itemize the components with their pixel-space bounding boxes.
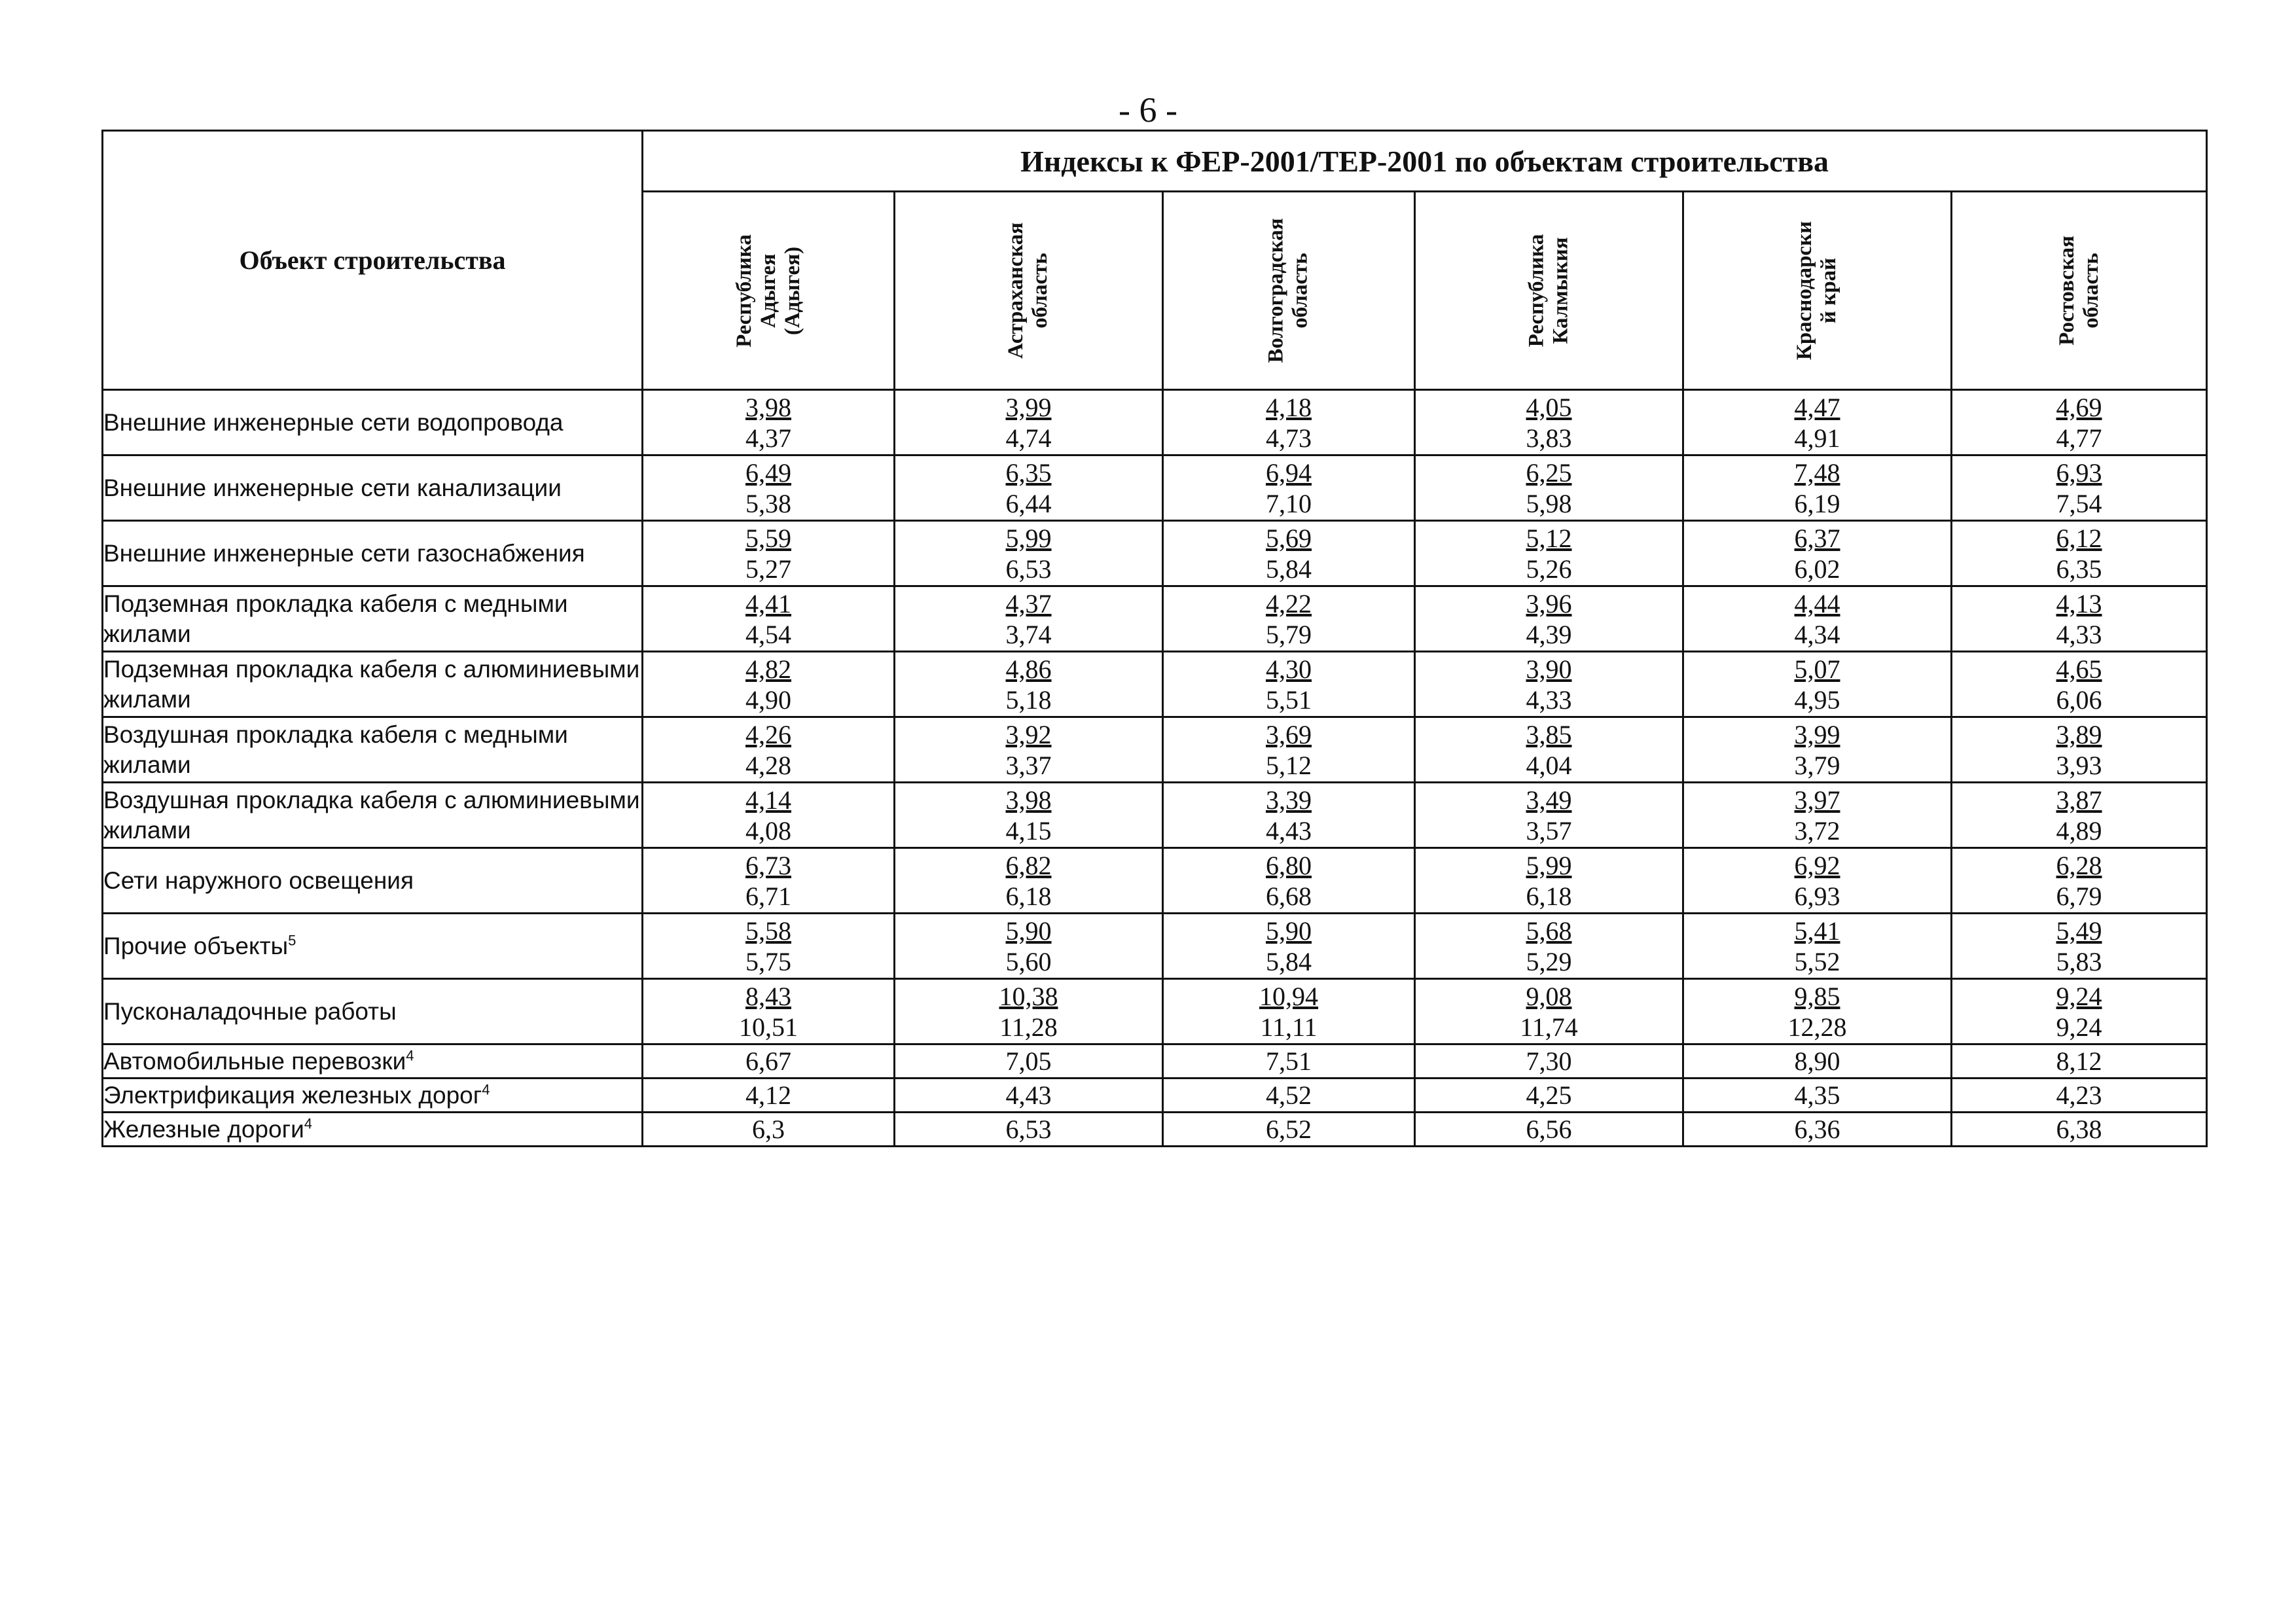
index-value-top: 3,90 — [1526, 654, 1572, 684]
object-name: Внешние инженерные сети водопровода — [103, 408, 564, 436]
index-value-top: 6,35 — [1005, 457, 1052, 488]
index-value-top: 4,69 — [2056, 392, 2102, 422]
index-value-cell — [1952, 979, 2207, 1044]
index-value-bottom: 11,11 — [1260, 1012, 1318, 1042]
object-name-cell — [103, 848, 643, 914]
index-value-bottom: 5,27 — [745, 554, 791, 584]
index-value-bottom: 10,51 — [739, 1012, 798, 1042]
index-value-bottom: 7,10 — [1266, 488, 1312, 518]
index-value-bottom: 5,98 — [1526, 488, 1572, 518]
index-value-top: 3,39 — [1266, 785, 1312, 815]
index-value-bottom: 4,95 — [1794, 685, 1840, 715]
index-value-top: 6,94 — [1266, 457, 1312, 488]
object-name: Подземная прокладка кабеля с медными жилами — [103, 590, 568, 647]
index-value-cell: 4,35 — [1683, 1079, 1952, 1113]
index-value-top: 4,65 — [2056, 654, 2102, 684]
index-value-bottom: 7,54 — [2056, 488, 2102, 518]
index-value-bottom: 4,08 — [745, 815, 791, 846]
index-value-bottom: 3,93 — [2056, 750, 2102, 780]
index-value-cell — [1415, 979, 1683, 1044]
index-value-cell — [1952, 586, 2207, 652]
index-value-top: 6,73 — [745, 850, 791, 880]
table-row — [103, 521, 2207, 586]
index-value-cell: 7,05 — [895, 1044, 1163, 1079]
object-name: Подземная прокладка кабеля с алюминиевыми жилами — [103, 655, 640, 713]
index-value-bottom: 6,71 — [745, 881, 791, 911]
footnote-mark: 4 — [406, 1047, 414, 1064]
index-value-bottom: 3,37 — [1005, 750, 1052, 780]
index-value-cell — [1163, 783, 1415, 848]
index-value-cell — [1163, 717, 1415, 783]
object-name: Воздушная прокладка кабеля с медными жилами — [103, 721, 568, 778]
index-value-bottom: 5,38 — [745, 488, 791, 518]
table-row — [103, 848, 2207, 914]
object-name-cell — [103, 1113, 643, 1147]
index-value-top: 4,26 — [745, 719, 791, 749]
table-row — [103, 586, 2207, 652]
region-header-label: Республика Адыгея (Адыгея) — [732, 234, 804, 348]
index-value-bottom: 4,39 — [1526, 619, 1572, 649]
object-name: Воздушная прокладка кабеля с алюминиевыми жилами — [103, 786, 640, 844]
index-value-top: 3,96 — [1526, 588, 1572, 618]
table-row — [103, 783, 2207, 848]
index-value-bottom: 4,73 — [1266, 423, 1312, 453]
index-value-top: 4,86 — [1005, 654, 1052, 684]
index-value-bottom: 5,51 — [1266, 685, 1312, 715]
region-header-label: Ростовская область — [2054, 236, 2103, 346]
index-value-top: 6,25 — [1526, 457, 1572, 488]
index-value-top: 3,85 — [1526, 719, 1572, 749]
index-value-bottom: 6,53 — [1005, 554, 1052, 584]
index-value-bottom: 6,02 — [1794, 554, 1840, 584]
index-value-cell — [1952, 390, 2207, 455]
index-value-bottom: 4,37 — [745, 423, 791, 453]
index-value-cell — [1163, 848, 1415, 914]
index-value-top: 6,12 — [2056, 523, 2102, 553]
index-value-bottom: 4,33 — [1526, 685, 1572, 715]
index-value-top: 4,05 — [1526, 392, 1572, 422]
index-value-bottom: 6,06 — [2056, 685, 2102, 715]
table-row — [103, 914, 2207, 979]
object-name: Внешние инженерные сети газоснабжения — [103, 539, 585, 567]
index-value-cell — [1415, 914, 1683, 979]
index-value-cell — [895, 521, 1163, 586]
table-row — [103, 1079, 2207, 1113]
table-row — [103, 1113, 2207, 1147]
index-value-top: 6,92 — [1794, 850, 1840, 880]
index-value-top: 4,44 — [1794, 588, 1840, 618]
object-name-cell — [103, 1044, 643, 1079]
index-value-cell — [1415, 455, 1683, 521]
index-value-top: 5,49 — [2056, 916, 2102, 946]
index-value-bottom: 5,75 — [745, 946, 791, 976]
object-name: Прочие объекты — [103, 932, 289, 959]
index-value-cell — [895, 914, 1163, 979]
index-value-cell — [1683, 848, 1952, 914]
index-value-bottom: 4,90 — [745, 685, 791, 715]
index-value-bottom: 6,44 — [1005, 488, 1052, 518]
index-value-cell — [1163, 914, 1415, 979]
index-value-cell — [1952, 652, 2207, 717]
index-value-bottom: 11,28 — [999, 1012, 1058, 1042]
index-value-bottom: 5,52 — [1794, 946, 1840, 976]
table-row — [103, 390, 2207, 455]
index-value-cell: 6,56 — [1415, 1113, 1683, 1147]
index-value-cell — [1683, 455, 1952, 521]
index-value-bottom: 5,26 — [1526, 554, 1572, 584]
object-name: Сети наружного освещения — [103, 866, 414, 894]
index-value-bottom: 4,89 — [2056, 815, 2102, 846]
construction-index-table — [101, 130, 2208, 1147]
index-value-cell — [1952, 848, 2207, 914]
index-value-cell: 7,30 — [1415, 1044, 1683, 1079]
index-value-cell: 6,38 — [1952, 1113, 2207, 1147]
object-name-cell — [103, 1079, 643, 1113]
index-value-cell — [895, 455, 1163, 521]
region-header — [1683, 192, 1952, 390]
index-value-cell — [643, 979, 895, 1044]
object-name: Железные дороги — [103, 1116, 304, 1143]
table-row — [103, 1044, 2207, 1079]
index-value-top: 3,98 — [745, 392, 791, 422]
index-value-top: 8,43 — [745, 981, 791, 1011]
index-value-cell — [895, 783, 1163, 848]
index-value-bottom: 6,68 — [1266, 881, 1312, 911]
index-value-top: 3,87 — [2056, 785, 2102, 815]
index-value-bottom: 3,83 — [1526, 423, 1572, 453]
index-value-top: 5,58 — [745, 916, 791, 946]
index-value-cell — [1683, 914, 1952, 979]
index-value-top: 9,08 — [1526, 981, 1572, 1011]
object-name-cell — [103, 652, 643, 717]
index-value-top: 9,24 — [2056, 981, 2102, 1011]
index-value-cell: 4,52 — [1163, 1079, 1415, 1113]
index-value-cell — [643, 848, 895, 914]
index-value-bottom: 5,83 — [2056, 946, 2102, 976]
index-value-top: 5,12 — [1526, 523, 1572, 553]
index-value-bottom: 6,18 — [1526, 881, 1572, 911]
region-header — [1952, 192, 2207, 390]
index-value-top: 6,28 — [2056, 850, 2102, 880]
index-value-top: 3,99 — [1005, 392, 1052, 422]
region-header — [895, 192, 1163, 390]
index-value-top: 6,82 — [1005, 850, 1052, 880]
index-value-cell — [643, 783, 895, 848]
index-value-cell: 6,3 — [643, 1113, 895, 1147]
index-value-cell — [643, 652, 895, 717]
index-value-cell — [643, 521, 895, 586]
index-value-cell — [1683, 521, 1952, 586]
index-value-top: 4,13 — [2056, 588, 2102, 618]
index-value-top: 3,92 — [1005, 719, 1052, 749]
footnote-mark: 4 — [304, 1115, 312, 1132]
footnote-mark: 5 — [288, 932, 296, 949]
index-value-cell — [1683, 652, 1952, 717]
index-value-cell — [1415, 652, 1683, 717]
index-value-bottom: 9,24 — [2056, 1012, 2102, 1042]
index-value-cell — [895, 848, 1163, 914]
index-value-cell — [895, 390, 1163, 455]
index-value-top: 3,69 — [1266, 719, 1312, 749]
index-value-cell — [643, 586, 895, 652]
index-value-cell — [1683, 979, 1952, 1044]
footnote-mark: 4 — [482, 1081, 490, 1098]
index-value-bottom: 6,79 — [2056, 881, 2102, 911]
region-header — [1163, 192, 1415, 390]
index-value-top: 10,38 — [999, 981, 1058, 1011]
index-value-top: 4,18 — [1266, 392, 1312, 422]
index-value-bottom: 3,79 — [1794, 750, 1840, 780]
object-column-header: Объект строительства — [103, 131, 643, 390]
object-name-cell — [103, 455, 643, 521]
index-value-top: 3,49 — [1526, 785, 1572, 815]
index-value-top: 5,69 — [1266, 523, 1312, 553]
index-value-bottom: 4,34 — [1794, 619, 1840, 649]
index-value-cell — [643, 390, 895, 455]
table-row — [103, 455, 2207, 521]
index-value-top: 3,98 — [1005, 785, 1052, 815]
index-group-header: Индексы к ФЕР-2001/ТЕР-2001 по объектам строительства — [643, 131, 2207, 192]
index-value-cell — [1952, 717, 2207, 783]
index-value-cell — [1163, 586, 1415, 652]
index-value-cell: 8,90 — [1683, 1044, 1952, 1079]
index-value-cell — [1952, 783, 2207, 848]
object-name-cell — [103, 717, 643, 783]
object-name-cell — [103, 979, 643, 1044]
index-value-cell — [1952, 521, 2207, 586]
index-value-top: 9,85 — [1794, 981, 1840, 1011]
index-value-bottom: 3,57 — [1526, 815, 1572, 846]
index-value-bottom: 4,54 — [745, 619, 791, 649]
index-value-top: 10,94 — [1259, 981, 1318, 1011]
index-value-cell: 7,51 — [1163, 1044, 1415, 1079]
index-value-top: 6,49 — [745, 457, 791, 488]
index-value-bottom: 4,77 — [2056, 423, 2102, 453]
index-value-top: 3,97 — [1794, 785, 1840, 815]
page-number: - 6 - — [1119, 90, 1177, 130]
index-value-cell — [895, 652, 1163, 717]
region-header-label: Волгоградская область — [1265, 218, 1312, 363]
table-body — [103, 390, 2207, 1147]
index-value-cell — [1683, 783, 1952, 848]
index-value-bottom: 5,60 — [1005, 946, 1052, 976]
index-value-top: 7,48 — [1794, 457, 1840, 488]
index-value-cell — [643, 717, 895, 783]
index-value-top: 4,41 — [745, 588, 791, 618]
index-value-cell — [1415, 783, 1683, 848]
index-value-cell: 6,67 — [643, 1044, 895, 1079]
index-value-top: 4,14 — [745, 785, 791, 815]
index-value-cell: 6,53 — [895, 1113, 1163, 1147]
object-name: Пусконаладочные работы — [103, 997, 397, 1025]
region-header-label: Астраханская область — [1004, 222, 1052, 359]
index-value-bottom: 4,04 — [1526, 750, 1572, 780]
index-value-bottom: 6,18 — [1005, 881, 1052, 911]
index-value-top: 5,99 — [1526, 850, 1572, 880]
index-value-top: 4,47 — [1794, 392, 1840, 422]
index-value-bottom: 4,91 — [1794, 423, 1840, 453]
index-value-top: 4,37 — [1005, 588, 1052, 618]
index-value-cell: 6,52 — [1163, 1113, 1415, 1147]
index-value-cell: 4,25 — [1415, 1079, 1683, 1113]
index-value-bottom: 6,35 — [2056, 554, 2102, 584]
table-row — [103, 979, 2207, 1044]
index-value-bottom: 12,28 — [1787, 1012, 1847, 1042]
index-value-top: 5,90 — [1266, 916, 1312, 946]
table-row — [103, 652, 2207, 717]
index-value-cell — [895, 717, 1163, 783]
index-value-cell — [895, 979, 1163, 1044]
index-value-cell: 4,43 — [895, 1079, 1163, 1113]
index-value-cell — [1163, 455, 1415, 521]
index-value-top: 4,82 — [745, 654, 791, 684]
index-value-cell — [1415, 521, 1683, 586]
index-value-cell — [1952, 914, 2207, 979]
index-value-cell — [1683, 717, 1952, 783]
index-value-cell: 6,36 — [1683, 1113, 1952, 1147]
region-header — [643, 192, 895, 390]
index-value-bottom: 6,93 — [1794, 881, 1840, 911]
index-value-bottom: 4,43 — [1266, 815, 1312, 846]
index-value-top: 5,07 — [1794, 654, 1840, 684]
index-value-bottom: 5,29 — [1526, 946, 1572, 976]
object-name-cell — [103, 390, 643, 455]
index-value-bottom: 3,74 — [1005, 619, 1052, 649]
object-name-cell — [103, 521, 643, 586]
region-header-label: Республика Калмыкия — [1524, 234, 1573, 348]
index-value-bottom: 4,28 — [745, 750, 791, 780]
object-name: Внешние инженерные сети канализации — [103, 474, 562, 501]
index-value-bottom: 5,12 — [1266, 750, 1312, 780]
index-value-cell — [1415, 390, 1683, 455]
index-value-cell — [1163, 390, 1415, 455]
index-value-cell: 8,12 — [1952, 1044, 2207, 1079]
index-value-cell — [1163, 521, 1415, 586]
index-value-top: 5,41 — [1794, 916, 1840, 946]
index-value-cell — [895, 586, 1163, 652]
index-value-bottom: 4,15 — [1005, 815, 1052, 846]
index-value-cell — [1163, 979, 1415, 1044]
index-value-bottom: 11,74 — [1520, 1012, 1578, 1042]
region-header-label: Краснодарски й край — [1793, 221, 1841, 361]
index-value-bottom: 4,74 — [1005, 423, 1052, 453]
index-value-cell — [1415, 586, 1683, 652]
index-value-cell — [1683, 586, 1952, 652]
index-value-top: 6,93 — [2056, 457, 2102, 488]
object-name: Автомобильные перевозки — [103, 1048, 406, 1075]
index-value-top: 4,22 — [1266, 588, 1312, 618]
index-value-cell — [1683, 390, 1952, 455]
index-value-top: 6,80 — [1266, 850, 1312, 880]
index-value-bottom: 6,19 — [1794, 488, 1840, 518]
index-value-cell: 4,23 — [1952, 1079, 2207, 1113]
index-value-top: 5,68 — [1526, 916, 1572, 946]
index-value-top: 3,99 — [1794, 719, 1840, 749]
index-value-top: 3,89 — [2056, 719, 2102, 749]
region-header — [1415, 192, 1683, 390]
object-name-cell — [103, 783, 643, 848]
index-value-top: 5,59 — [745, 523, 791, 553]
index-value-cell — [1952, 455, 2207, 521]
index-value-cell — [1415, 717, 1683, 783]
index-value-bottom: 3,72 — [1794, 815, 1840, 846]
index-value-bottom: 4,33 — [2056, 619, 2102, 649]
index-value-bottom: 5,84 — [1266, 554, 1312, 584]
index-value-top: 6,37 — [1794, 523, 1840, 553]
object-name: Электрификация железных дорог — [103, 1082, 482, 1109]
table-row — [103, 717, 2207, 783]
index-value-bottom: 5,18 — [1005, 685, 1052, 715]
index-value-cell: 4,12 — [643, 1079, 895, 1113]
index-value-bottom: 5,79 — [1266, 619, 1312, 649]
index-value-top: 5,90 — [1005, 916, 1052, 946]
index-value-cell — [643, 455, 895, 521]
index-value-top: 4,30 — [1266, 654, 1312, 684]
index-value-cell — [1415, 848, 1683, 914]
object-name-cell — [103, 586, 643, 652]
index-value-bottom: 5,84 — [1266, 946, 1312, 976]
index-value-top: 5,99 — [1005, 523, 1052, 553]
index-value-cell — [643, 914, 895, 979]
object-name-cell — [103, 914, 643, 979]
index-value-cell — [1163, 652, 1415, 717]
